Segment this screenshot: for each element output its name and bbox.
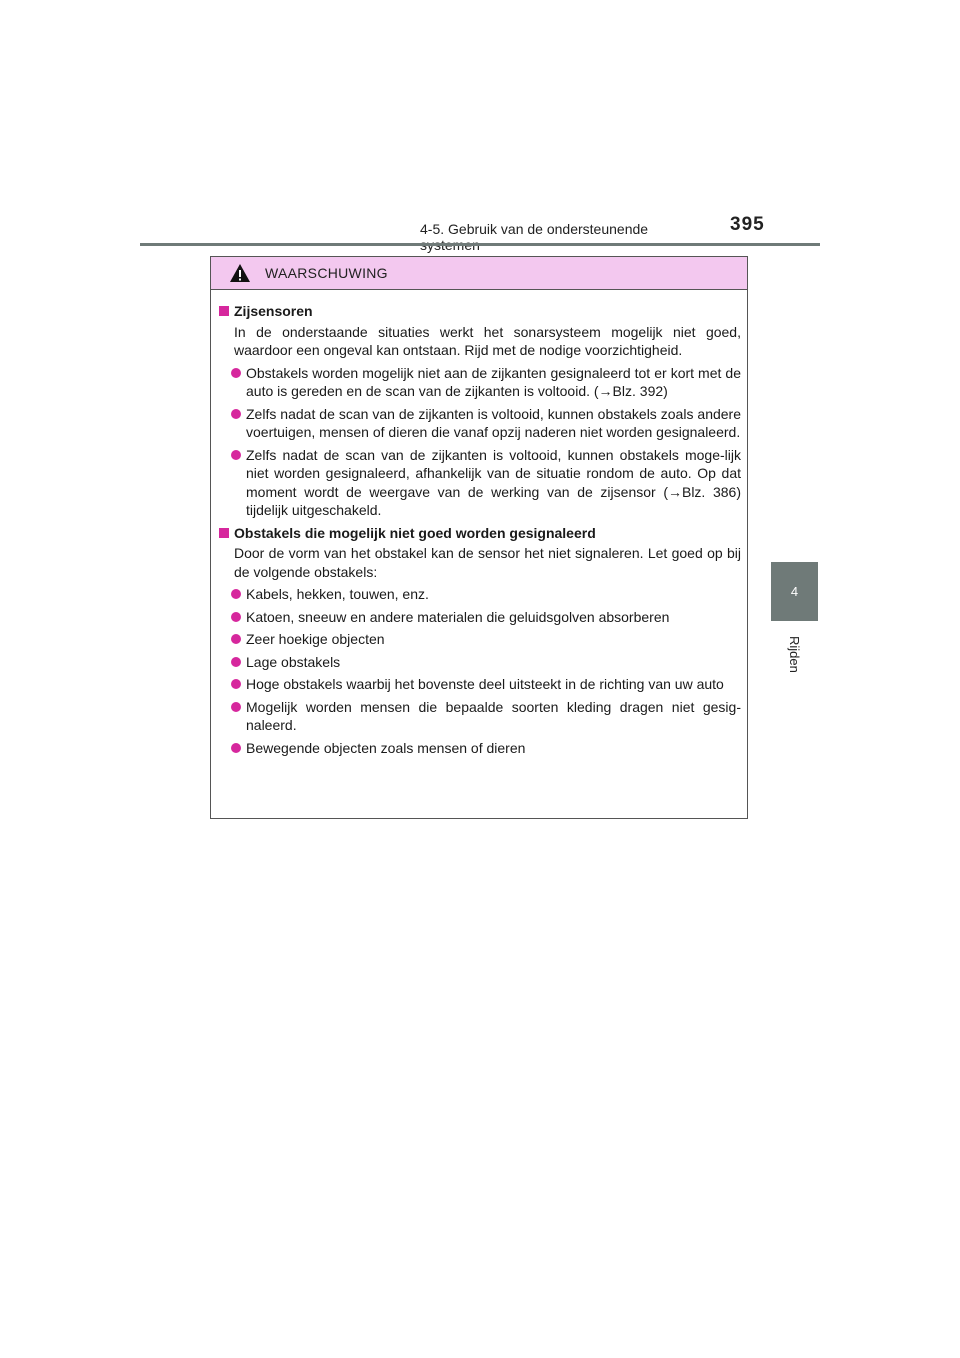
warning-header	[211, 257, 747, 290]
circle-bullet-icon	[231, 368, 241, 378]
header-divider	[140, 243, 820, 246]
warning-triangle-icon	[229, 263, 251, 283]
circle-bullet-icon	[231, 679, 241, 689]
warning-body	[211, 290, 747, 757]
list-item	[228, 364, 741, 401]
warning-title: WAARSCHUWING	[265, 265, 388, 281]
list-item	[228, 698, 741, 735]
list-item	[228, 739, 741, 758]
section-heading	[217, 302, 741, 321]
list-item	[228, 653, 741, 672]
circle-bullet-icon	[231, 702, 241, 712]
heading-text: Obstakels die mogelijk niet goed worden gesignaleerd	[234, 524, 596, 541]
list-item-text: Katoen, sneeuw en andere materialen die geluidsgolven absorberen	[246, 608, 670, 625]
list-item-text: Bewegende objecten zoals mensen of dieren	[246, 739, 526, 756]
circle-bullet-icon	[231, 409, 241, 419]
circle-bullet-icon	[231, 589, 241, 599]
chapter-number: 4	[790, 584, 799, 599]
list-item-text: Zeer hoekige objecten	[246, 631, 385, 647]
square-bullet-icon	[219, 528, 229, 538]
list-item-text: Zelfs nadat de scan van de zijkanten is voltooid, kunnen obstakels moge-lijk niet worden gesignaleerd, afhankelijk van de situatie rondom de auto. Op dat moment wordt de weergave van de werking van de zijsensor (→Blz. 386) tijdelijk uitgeschakeld.	[246, 446, 741, 518]
square-bullet-icon	[219, 306, 229, 316]
circle-bullet-icon	[231, 612, 241, 622]
section-title: 4-5. Gebruik van de ondersteunende	[420, 221, 649, 237]
section-intro: Door de vorm van het obstakel kan de sensor het niet signaleren. Let goed op bij de volgende obstakels:	[234, 545, 741, 580]
list-item-text: Zelfs nadat de scan van de zijkanten is voltooid, kunnen obstakels zoals andere voertuigen, mensen of dieren die vanaf opzij naderen niet worden gesignaleerd.	[246, 405, 741, 440]
section-intro: In de onderstaande situaties werkt het sonarsysteem mogelijk niet goed, waardoor een ongeval kan ontstaan. Rijd met de nodige voorzichtigheid.	[234, 323, 741, 358]
circle-bullet-icon	[231, 743, 241, 753]
chapter-label-container	[771, 624, 818, 684]
circle-bullet-icon	[231, 450, 241, 460]
list-item-text: Kabels, hekken, touwen, enz.	[246, 586, 429, 602]
list-item	[228, 630, 741, 649]
list-item	[228, 446, 741, 520]
list-item	[228, 585, 741, 604]
chapter-tab	[771, 562, 818, 621]
heading-text: Zijsensoren	[234, 303, 313, 319]
warning-box	[210, 256, 748, 819]
chapter-label: Rijden	[787, 635, 802, 673]
list-item	[228, 608, 741, 627]
circle-bullet-icon	[231, 634, 241, 644]
list-item-text: Obstakels worden mogelijk niet aan de zijkanten gesignaleerd tot er kort met de auto is gereden en de scan van de zijkanten is voltooid. (→Blz. 392)	[246, 364, 741, 399]
list-item-text: Mogelijk worden mensen die bepaalde soorten kleding dragen niet gesig-naleerd.	[246, 698, 741, 733]
page-number: 395	[730, 214, 765, 235]
section-heading	[217, 524, 741, 543]
list-item-text: Hoge obstakels waarbij het bovenste deel uitsteekt in de richting van uw auto	[246, 676, 724, 692]
list-item-text: Lage obstakels	[246, 653, 341, 670]
circle-bullet-icon	[231, 657, 241, 667]
list-item	[228, 675, 741, 694]
list-item	[228, 405, 741, 442]
